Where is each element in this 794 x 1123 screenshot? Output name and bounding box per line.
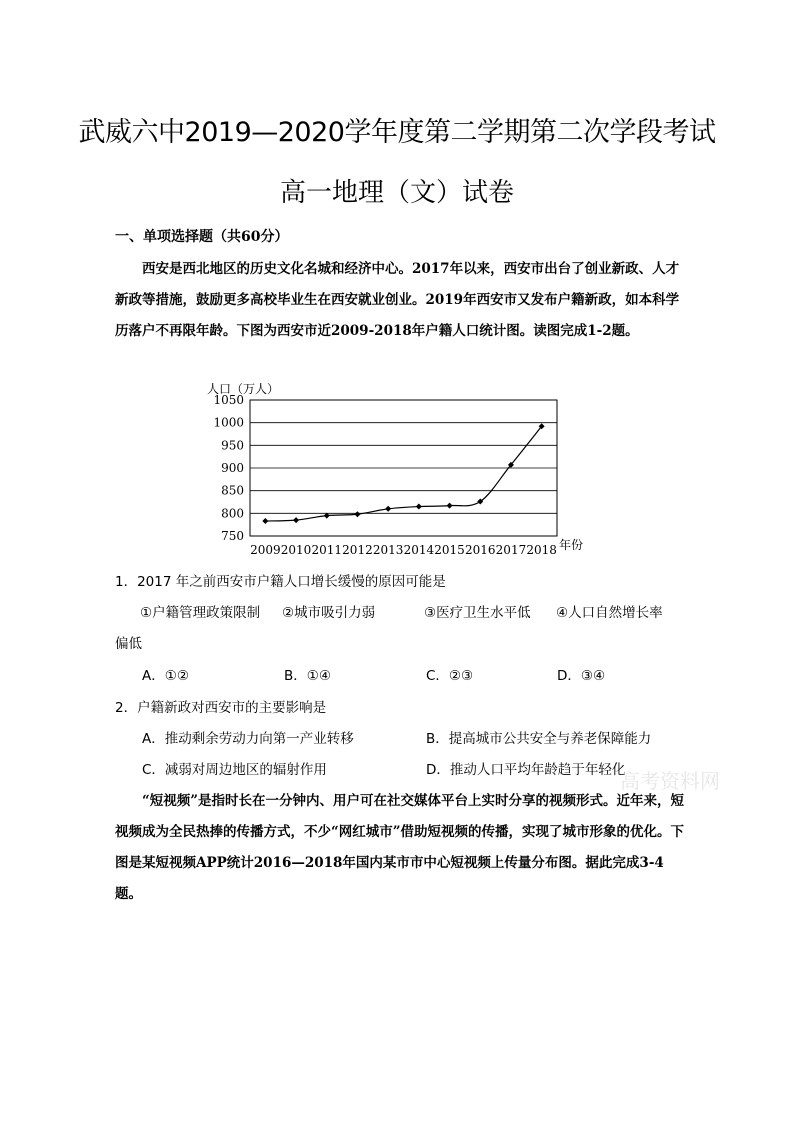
data-point [293, 517, 299, 523]
x-tick-label: 2014 [403, 543, 435, 557]
q1-item-1: ①户籍管理政策限制 [140, 605, 261, 621]
passage-1-text: 西安是西北地区的历史文化名城和经济中心。2017年以来，西安市出台了创业新政、人才新政等措施，鼓励更多高校毕业生在西安就业创业。2019年西安市又发布户籍新政，如本科学历落户不再限年龄。下图为西安市近2009-2018年户籍人口统计图。读图完成1-2题。 [115, 261, 680, 339]
q1-option-c[interactable]: C．②③ [426, 668, 474, 684]
q1-item-2: ②城市吸引力弱 [282, 605, 376, 621]
data-point [416, 504, 422, 510]
data-point [447, 503, 453, 509]
watermark: 高考资料网 [620, 769, 720, 793]
y-tick-label: 950 [221, 438, 244, 453]
q2-option-a[interactable]: A．推动剩余劳动力向第一产业转移 [142, 731, 354, 747]
q1-option-a[interactable]: A．①② [142, 668, 189, 684]
q2-option-d[interactable]: D．推动人口平均年龄趋于年轻化 [426, 762, 626, 778]
y-tick-label: 1050 [213, 393, 244, 407]
q1-item-3: ③医疗卫生水平低 [424, 605, 531, 621]
passage-2 [115, 786, 685, 910]
q2-option-c[interactable]: C．减弱对周边地区的辐射作用 [142, 762, 327, 778]
x-tick-label: 2011 [311, 543, 343, 557]
passage-1 [115, 254, 685, 347]
q1-item-4-wrap: 偏低 [115, 636, 142, 652]
x-tick-label: 2017 [495, 543, 527, 557]
q1-item-4: ④人口自然增长率 [556, 605, 663, 621]
x-tick-label: 2009 [250, 543, 281, 557]
x-tick-label: 2016 [464, 543, 496, 557]
y-tick-label: 750 [221, 529, 244, 543]
y-tick-label: 1000 [213, 415, 244, 430]
y-tick-label: 850 [221, 483, 244, 498]
chart-xlabel: 年份 [559, 538, 584, 552]
x-tick-label: 2012 [342, 543, 373, 557]
series-line [265, 426, 541, 521]
q2-stem: 2．户籍新政对西安市的主要影响是 [115, 700, 327, 716]
data-point [385, 506, 391, 512]
data-point [354, 511, 360, 517]
q1-option-b[interactable]: B．①④ [284, 668, 331, 684]
x-tick-label: 2018 [526, 543, 557, 557]
q2-option-b[interactable]: B．提高城市公共安全与养老保障能力 [426, 731, 652, 747]
x-tick-label: 2013 [372, 543, 404, 557]
section-heading: 一、单项选择题（共60分） [115, 229, 289, 245]
data-point [262, 518, 268, 524]
q1-option-d[interactable]: D．③④ [557, 668, 606, 684]
chart-ylabel: 人口（万人） [207, 382, 280, 396]
population-chart [195, 378, 615, 563]
q1-stem: 1．2017 年之前西安市户籍人口增长缓慢的原因可能是 [115, 574, 446, 590]
passage-2-text: “短视频”是指时长在一分钟内、用户可在社交媒体平台上实时分享的视频形式。近年来，短视频成为全民热捧的传播方式，不少“网红城市”借助短视频的传播，实现了城市形象的优化。下图是某短视频APP统计2016—2018年国内某市市中心短视频上传量分布图。据此完成3-4题。 [115, 793, 685, 902]
y-tick-label: 800 [221, 506, 244, 521]
exam-subtitle: 高一地理（文）试卷 [279, 178, 514, 208]
exam-title: 武威六中2019—2020学年度第二学期第二次学段考试 [78, 117, 716, 148]
x-tick-label: 2010 [280, 543, 312, 557]
y-tick-label: 900 [221, 461, 244, 475]
x-tick-label: 2015 [434, 543, 465, 557]
